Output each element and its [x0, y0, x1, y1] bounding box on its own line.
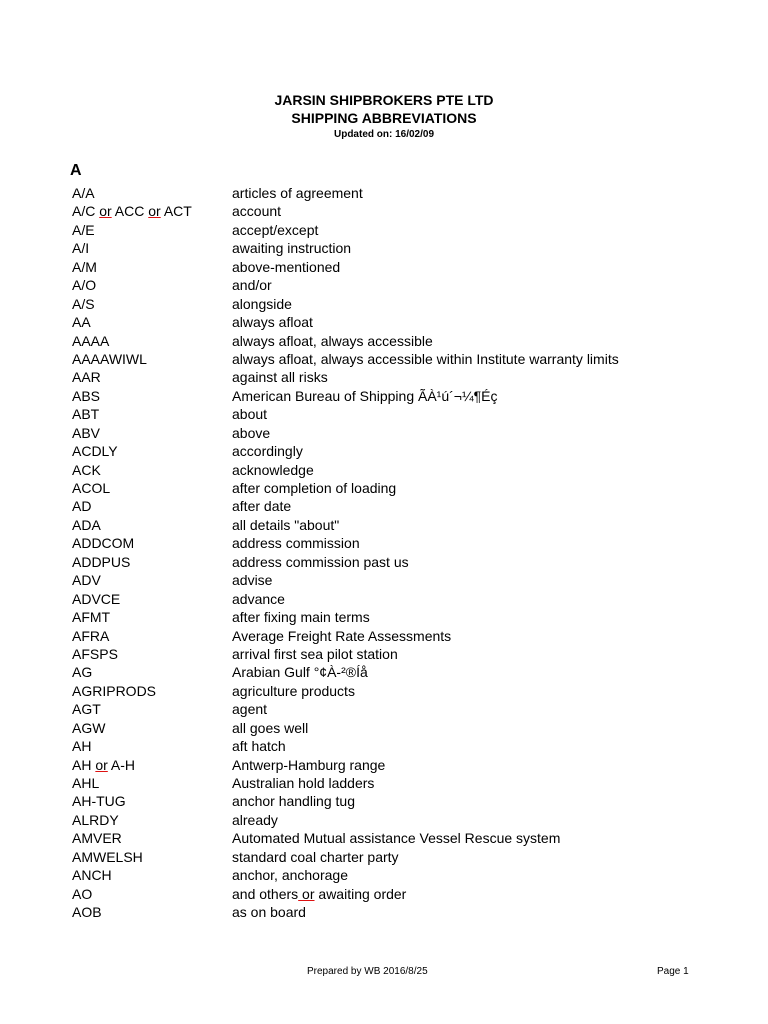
- abbreviation: AO: [72, 885, 93, 902]
- abbreviation: ADV: [72, 572, 101, 589]
- definition: all goes well: [232, 719, 309, 736]
- list-item: [72, 332, 692, 350]
- abbreviation: ABT: [72, 406, 100, 423]
- company-name: JARSIN SHIPBROKERS PTE LTD: [274, 92, 494, 108]
- definition: address commission: [232, 535, 360, 552]
- abbreviation: ABS: [72, 387, 101, 404]
- definition: anchor, anchorage: [232, 867, 348, 884]
- definition: always afloat, always accessible: [232, 332, 433, 349]
- definition: American Bureau of Shipping ÃÀ¹ú´¬¼¶Éç: [232, 387, 498, 404]
- definition: aft hatch: [232, 738, 286, 755]
- abbreviation: A/E: [72, 221, 95, 238]
- definition: always afloat, always accessible within Institute warranty limits: [232, 350, 619, 367]
- updated-date: Updated on: 16/02/09: [333, 129, 435, 140]
- definition: accordingly: [232, 443, 303, 460]
- abbreviation: A/C or ACC or ACT: [72, 203, 192, 220]
- abbreviation: ACK: [72, 461, 101, 478]
- list-item: [72, 461, 692, 479]
- list-item: [72, 295, 692, 313]
- list-item: [72, 885, 692, 903]
- list-item: [72, 829, 692, 847]
- abbreviation: ADDPUS: [72, 553, 131, 570]
- list-item: [72, 221, 692, 239]
- abbreviation: AOB: [72, 904, 102, 921]
- definition: alongside: [232, 295, 292, 312]
- definition: about: [232, 406, 268, 423]
- definition: after completion of loading: [232, 480, 397, 496]
- list-item: [72, 534, 692, 552]
- definition: against all risks: [232, 369, 328, 386]
- list-item: [72, 442, 692, 460]
- document-title: SHIPPING ABBREVIATIONS: [291, 110, 477, 126]
- list-item: [72, 590, 692, 608]
- definition: after date: [232, 498, 292, 515]
- definition: standard coal charter party: [232, 848, 399, 865]
- list-item: [72, 405, 692, 423]
- abbreviation: A/M: [72, 258, 97, 275]
- definition: and/or: [232, 277, 272, 294]
- abbreviation-list: [72, 184, 692, 922]
- definition: all details "about": [232, 516, 340, 533]
- definition: articles of agreement: [232, 185, 363, 201]
- list-item: [72, 202, 692, 220]
- list-item: [72, 276, 692, 294]
- list-item: [72, 313, 692, 331]
- list-item: [72, 663, 692, 681]
- list-item: [72, 387, 692, 405]
- abbreviation: AMVER: [72, 830, 122, 847]
- abbreviation: AFRA: [72, 627, 110, 644]
- list-item: [72, 184, 692, 202]
- abbreviation: AFSPS: [72, 645, 118, 662]
- abbreviation: ADDCOM: [72, 535, 135, 552]
- list-item: [72, 737, 692, 755]
- definition: anchor handling tug: [232, 793, 355, 810]
- list-item: [72, 848, 692, 866]
- abbreviation: AD: [72, 498, 92, 515]
- definition: account: [232, 203, 282, 220]
- definition: agent: [232, 701, 268, 718]
- definition: acknowledge: [232, 461, 314, 478]
- underlined-word: or: [298, 885, 315, 902]
- list-item: [72, 811, 692, 829]
- abbreviation: ACDLY: [72, 443, 118, 460]
- footer-prepared-by: Prepared by WB 2016/8/25: [307, 966, 428, 977]
- definition: address commission past us: [232, 553, 409, 570]
- abbreviation: AGW: [72, 719, 106, 736]
- abbreviation: AG: [72, 664, 93, 681]
- list-item: [72, 792, 692, 810]
- underlined-word: or: [99, 203, 112, 220]
- abbreviation: ADA: [72, 516, 101, 533]
- definition: already: [232, 811, 278, 828]
- abbreviation: AH-TUG: [72, 793, 126, 810]
- definition: awaiting instruction: [232, 240, 352, 257]
- abbreviation: A/A: [72, 185, 95, 201]
- abbreviation: ABV: [72, 424, 101, 441]
- definition: advance: [232, 590, 285, 607]
- list-item: [72, 866, 692, 884]
- definition: advise: [232, 572, 273, 589]
- list-item: [72, 571, 692, 589]
- definition: and others or awaiting order: [232, 885, 407, 902]
- abbreviation: AGRIPRODS: [72, 682, 157, 699]
- abbreviation: AAAAWIWL: [72, 350, 147, 367]
- abbreviation: A/S: [72, 295, 95, 312]
- abbreviation: AFMT: [72, 609, 111, 626]
- abbreviation: A/O: [72, 277, 97, 294]
- list-item: [72, 424, 692, 442]
- list-item: [72, 497, 692, 515]
- underlined-word: or: [95, 756, 108, 773]
- definition: accept/except: [232, 221, 319, 238]
- list-item: [72, 239, 692, 257]
- abbreviation: AMWELSH: [72, 848, 143, 865]
- abbreviation: AAAA: [72, 332, 110, 349]
- definition: above-mentioned: [232, 258, 341, 275]
- list-item: [72, 516, 692, 534]
- definition: Average Freight Rate Assessments: [232, 627, 452, 644]
- list-item: [72, 258, 692, 276]
- abbreviation: AAR: [72, 369, 101, 386]
- list-item: [72, 645, 692, 663]
- definition: above: [232, 424, 271, 441]
- abbreviation: AH or A-H: [72, 756, 136, 773]
- definition: Arabian Gulf °¢À-²®Íå: [232, 664, 368, 681]
- abbreviation: AH: [72, 738, 92, 755]
- list-item: [72, 479, 692, 497]
- abbreviation: A/I: [72, 240, 90, 257]
- abbreviation: ANCH: [72, 867, 112, 884]
- definition: as on board: [232, 904, 306, 921]
- section-letter: A: [70, 162, 82, 179]
- list-item: [72, 553, 692, 571]
- abbreviation: ALRDY: [72, 811, 119, 828]
- abbreviation: AGT: [72, 701, 101, 718]
- list-item: [72, 350, 692, 368]
- abbreviation: ADVCE: [72, 590, 121, 607]
- list-item: [72, 608, 692, 626]
- definition: after fixing main terms: [232, 609, 370, 626]
- list-item: [72, 627, 692, 645]
- abbreviation: AHL: [72, 775, 100, 791]
- list-item: [72, 903, 692, 921]
- abbreviation: ACOL: [72, 480, 111, 496]
- list-item: [72, 700, 692, 718]
- underlined-word: or: [148, 203, 161, 220]
- list-item: [72, 682, 692, 700]
- definition: Antwerp-Hamburg range: [232, 756, 386, 773]
- list-item: [72, 756, 692, 774]
- abbreviation: AA: [72, 314, 91, 331]
- definition: agriculture products: [232, 682, 355, 699]
- list-item: [72, 368, 692, 386]
- list-item: [72, 774, 692, 792]
- footer-page-number: Page 1: [657, 966, 689, 977]
- list-item: [72, 719, 692, 737]
- definition: Automated Mutual assistance Vessel Rescue system: [232, 830, 561, 847]
- definition: always afloat: [232, 314, 313, 331]
- definition: arrival first sea pilot station: [232, 645, 398, 662]
- definition: Australian hold ladders: [232, 775, 375, 791]
